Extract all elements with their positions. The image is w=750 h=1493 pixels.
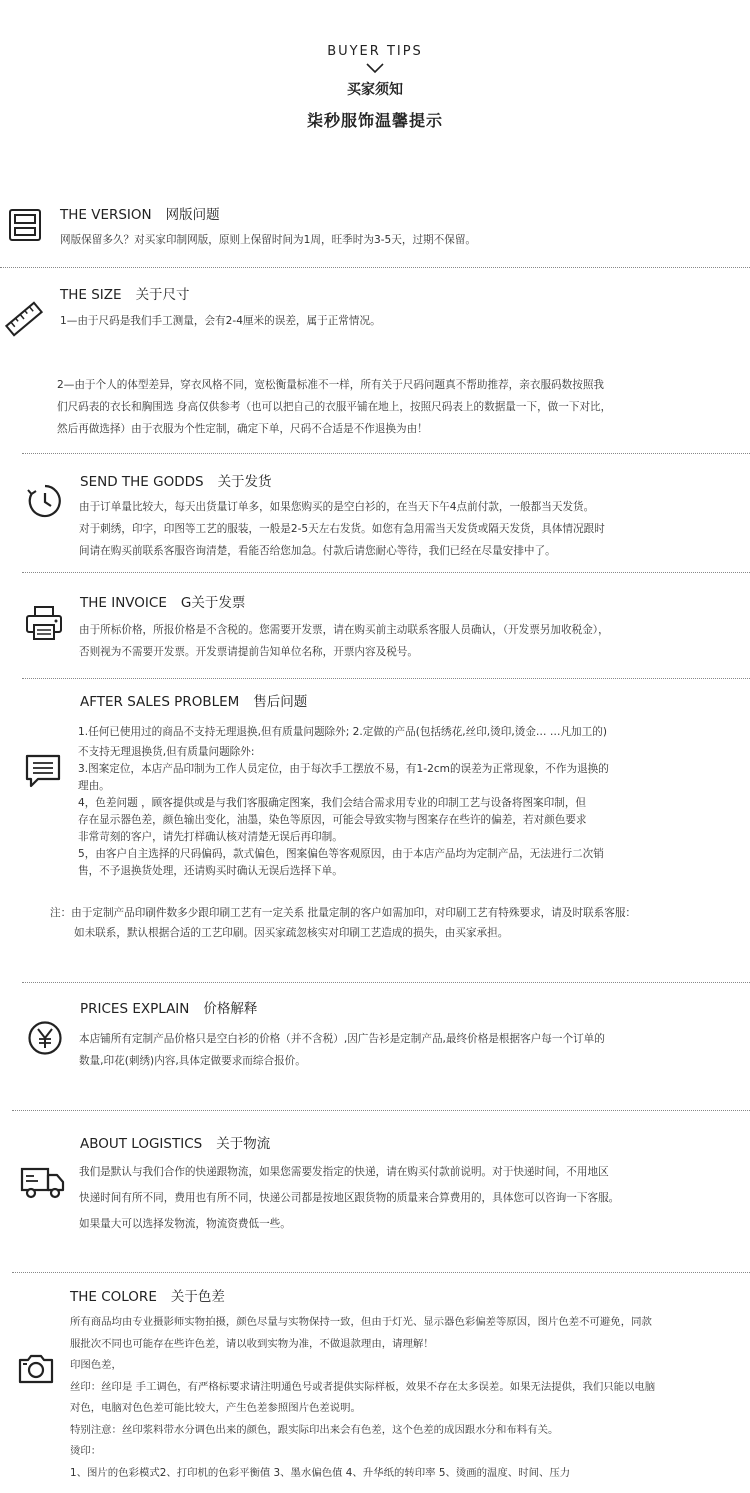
section-title-cn: 关于物流 <box>216 1136 271 1152</box>
section-title-color <box>70 1285 225 1305</box>
body-line: 本店铺所有定制产品价格只是空白衫的价格（并不含税）,因广告衫是定制产品,最终价格是根据客户每一个订单的 <box>79 1033 605 1045</box>
body-line: 不支持无理退换货,但有质量问题除外: <box>78 746 255 758</box>
clock-icon <box>26 482 64 520</box>
section-title-en: THE SIZE <box>60 287 122 303</box>
divider <box>22 453 750 454</box>
body-line: 存在显示器色差，颜色输出变化，油墨，染色等原因，可能会导致实物与图案存在些许的偏差，若对颜色要求 <box>78 814 587 826</box>
divider <box>22 572 750 573</box>
section-body-color <box>70 1312 655 1484</box>
divider <box>12 1110 750 1111</box>
section-title-send <box>80 470 272 490</box>
body-line: 们尺码表的衣长和胸围选 身高仅供参考（也可以把自己的衣服平铺在地上，按照尺码表上的数据量一下，做一下对比， <box>57 401 612 413</box>
body-line: 然后再做选择）由于衣服为个性定制，确定下单，尺码不合适是不作退换为由！ <box>57 423 428 435</box>
divider <box>22 982 750 983</box>
body-line: 快递时间有所不同，费用也有所不同，快递公司都是按地区跟货物的质量来合算费用的，具体您可以咨询一下客服。 <box>79 1192 620 1204</box>
body-line: 印图色差， <box>70 1359 122 1371</box>
section-title-cn: 关于发货 <box>217 474 272 490</box>
section-title-version <box>60 203 220 223</box>
body-line: 否则视为不需要开发票。开发票请提前告知单位名称，开票内容及税号。 <box>79 646 418 658</box>
note-line: 注：由于定制产品印刷件数多少跟印刷工艺有一定关系 批量定制的客户如需加印，对印刷工艺有特殊要求，请及时联系客服： <box>50 907 637 919</box>
section-title-en: AFTER SALES PROBLEM <box>80 694 240 710</box>
body-line: 3.图案定位，本店产品印制为工作人员定位，由于每次手工摆放不易，有1-2cm的误差为正常现象，不作为退换的 <box>78 763 609 775</box>
body-line: 服批次不同也可能存在些许色差，请以收到实物为准，不做退款理由，请理解！ <box>70 1337 434 1350</box>
header-subtitle: 柒秒服饰温馨提示 <box>306 111 443 130</box>
section-note-after-sales <box>50 903 636 943</box>
section-title-cn: 售后问题 <box>253 694 308 710</box>
section-title-logistics <box>80 1132 270 1152</box>
section-body-after-sales-1 <box>78 724 609 880</box>
body-line: 如果量大可以选择发物流，物流资费低一些。 <box>79 1218 291 1230</box>
body-line: 理由。 <box>78 780 110 792</box>
body-line: 4，色差问题 ，顾客提供或是与我们客服确定图案，我们会结合需求用专业的印制工艺与设备将图案印制，但 <box>78 797 587 809</box>
section-body-logistics <box>79 1159 619 1237</box>
section-title-invoice <box>80 591 245 611</box>
section-title-cn: 网版问题 <box>165 207 220 223</box>
section-title-cn: 价格解释 <box>203 1001 258 1017</box>
body-line: 间请在购买前联系客服咨询清楚，看能否给您加急。付款后请您耐心等待，我们已经在尽量安排中了。 <box>79 545 556 557</box>
body-line: 丝印：丝印是 手工调色，有严格标要求请注明通色号或者提供实际样板，效果不存在太多误差。如果无法提供，我们只能以电脑 <box>70 1380 656 1393</box>
section-body-prices <box>79 1028 605 1072</box>
section-title-en: SEND THE GODDS <box>80 474 204 490</box>
section-body-send <box>79 496 605 562</box>
ruler-icon <box>5 300 43 338</box>
printer-icon <box>25 604 63 642</box>
section-title-after-sales <box>80 690 307 710</box>
body-line: 由于订单量比较大，每天出货量订单多，如果您购买的是空白衫的，在当天下午4点前付款，一般都当天发货。 <box>79 501 595 513</box>
section-body-size-2 <box>57 374 611 440</box>
section-title-en: THE COLORE <box>70 1289 157 1305</box>
body-line: 1.任何已使用过的商品不支持无理退换,但有质量问题除外; 2.定做的产品(包括绣花,丝印,烫印,烫金… …凡加工的) <box>78 726 607 738</box>
truck-icon <box>20 1163 66 1201</box>
body-line: 特别注意：丝印浆料带水分调色出来的颜色，跟实际印出来会有色差，这个色差的成因跟水分和布料有关。 <box>70 1423 559 1436</box>
note-line: 如未联系，默认根据合适的工艺印刷。因买家疏忽核实对印刷工艺造成的损失，由买家承担。 <box>74 927 509 939</box>
section-title-en: THE VERSION <box>60 207 152 223</box>
divider <box>22 678 750 679</box>
body-line: 5，由客户自主选择的尺码偏码，款式偏色，图案偏色等客观原因，由于本店产品均为定制产品，无法进行二次销 <box>78 848 604 860</box>
body-line: 数量,印花(刺绣)内容,具体定做要求而综合报价。 <box>79 1055 306 1067</box>
section-title-cn: G关于发票 <box>180 595 246 611</box>
body-line: 我们是默认与我们合作的快递跟物流，如果您需要发指定的快递，请在购买付款前说明。对于快递时间，不用地区 <box>79 1166 609 1178</box>
section-title-cn: 关于色差 <box>170 1289 225 1305</box>
body-line: 售，不予退换货处理，还请购买时确认无误后选择下单。 <box>78 865 343 877</box>
message-icon <box>24 752 62 790</box>
body-line: 烫印： <box>70 1445 102 1457</box>
divider <box>0 267 750 268</box>
header-title-en: BUYER TIPS <box>327 44 423 59</box>
body-line: 1—由于尺码是我们手工测量，会有2-4厘米的误差，属于正常情况。 <box>60 315 381 327</box>
layout-icon <box>7 205 45 243</box>
section-body-version <box>60 229 476 251</box>
section-title-size <box>60 283 190 303</box>
section-title-en: THE INVOICE <box>80 595 167 611</box>
header-title-cn: 买家须知 <box>347 82 403 98</box>
body-line: 由于所标价格，所报价格是不含税的。您需要开发票，请在购买前主动联系客服人员确认，（开发票另加收税金）， <box>79 624 609 636</box>
section-body-size-1 <box>60 310 381 332</box>
section-title-prices <box>80 997 257 1017</box>
section-title-en: ABOUT LOGISTICS <box>80 1136 203 1152</box>
body-line: 2—由于个人的体型差异，穿衣风格不同，宽松衡量标准不一样，所有关于尺码问题真不帮助推荐，亲衣服码数按照我 <box>57 379 605 391</box>
body-line: 1、图片的色彩模式2、打印机的色彩平衡值 3、墨水偏色值 4、升华纸的转印率 5、烫画的温度、时间、压力 <box>70 1466 571 1479</box>
body-line: 所有商品均由专业摄影师实物拍摄，颜色尽量与实物保持一致，但由于灯光、显示器色彩偏差等原因，图片色差不可避免，同款 <box>70 1316 652 1328</box>
section-title-en: PRICES EXPLAIN <box>80 1001 190 1017</box>
chevron-down-icon <box>365 62 385 74</box>
body-line: 非常苛刻的客户，请先打样确认核对清楚无误后再印制。 <box>78 831 343 843</box>
body-line: 对于刺绣，印字，印图等工艺的服装，一般是2-5天左右发货。如您有急用需当天发货或隔天发货，具体情况跟时 <box>79 523 605 535</box>
body-line: 对色，电脑对色色差可能比较大，产生色差参照图片色差说明。 <box>70 1402 361 1414</box>
body-line: 网版保留多久？对买家印制网版，原则上保留时间为1周，旺季时为3-5天，过期不保留。 <box>60 234 477 246</box>
section-title-cn: 关于尺寸 <box>135 287 190 303</box>
section-body-invoice <box>79 619 609 663</box>
divider <box>12 1272 750 1273</box>
camera-icon <box>17 1350 55 1388</box>
yen-icon <box>26 1019 64 1057</box>
